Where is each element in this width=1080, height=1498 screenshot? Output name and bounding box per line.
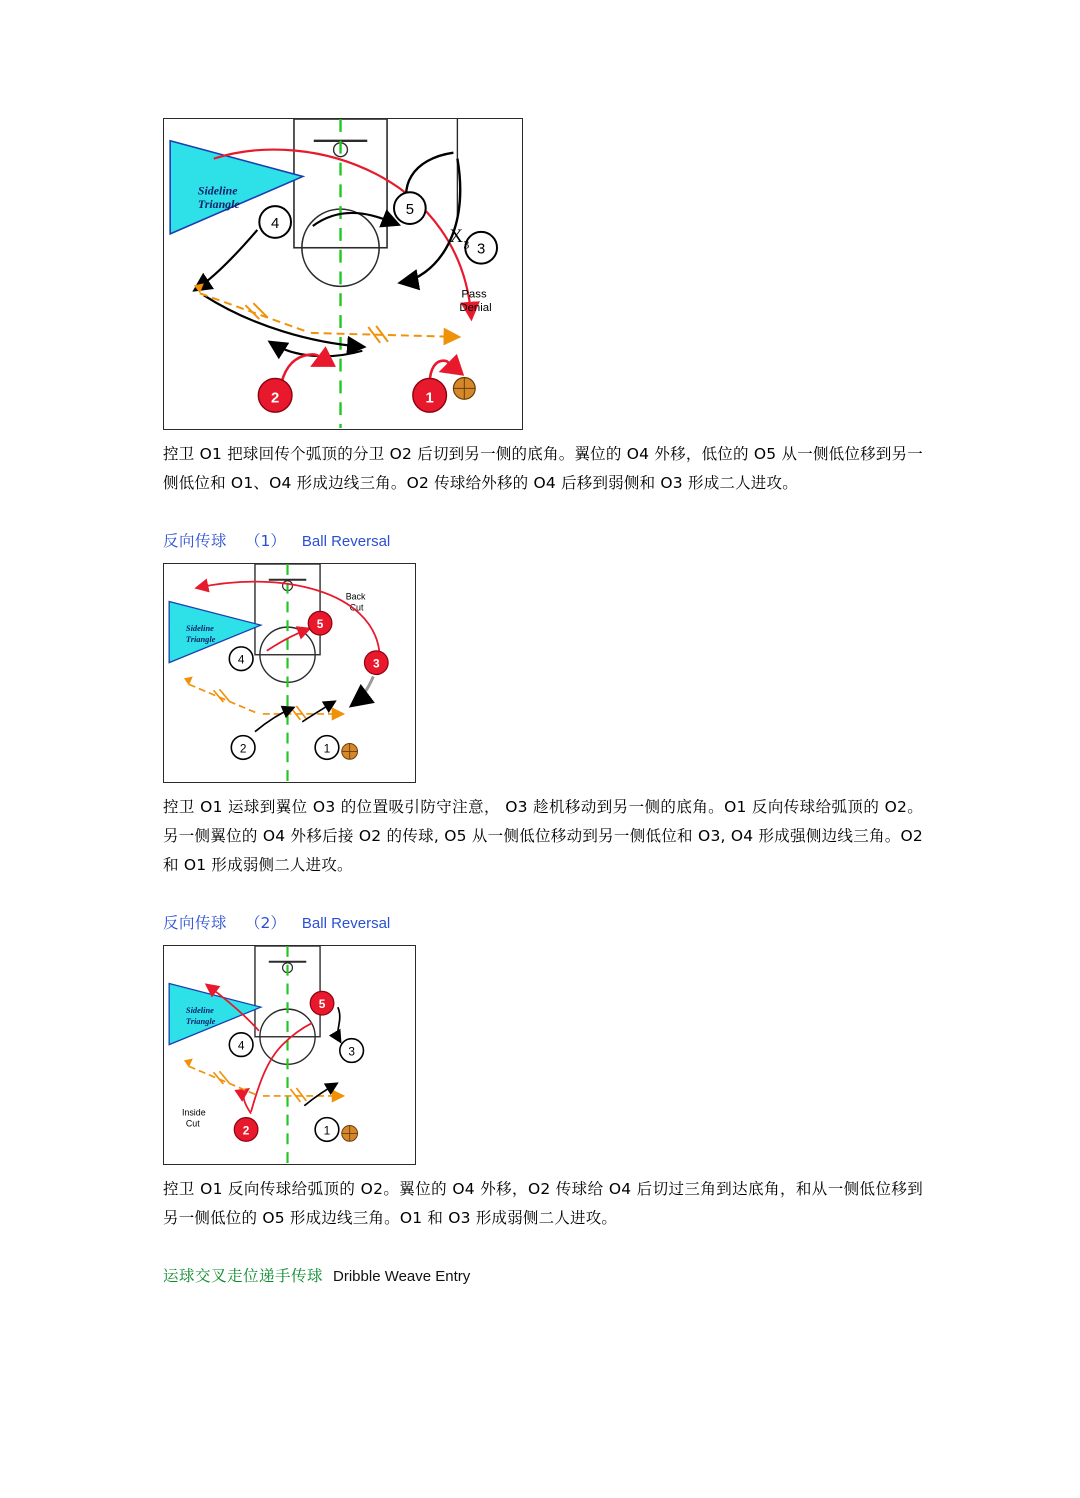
svg-text:Sideline: Sideline (197, 183, 238, 198)
diagram-1-wrapper (163, 118, 923, 498)
heading-dribble-weave-entry (163, 1263, 923, 1290)
svg-text:Triangle: Triangle (185, 1016, 216, 1026)
court-diagram-ball-reversal-2 (163, 945, 416, 1165)
heading-number: （1） (245, 532, 286, 550)
heading-number: （2） (245, 914, 286, 932)
svg-text:3: 3 (463, 237, 470, 252)
svg-text:1: 1 (323, 741, 331, 756)
svg-text:2: 2 (271, 390, 280, 407)
heading-ball-reversal-2 (163, 910, 923, 937)
heading-cn-text: 反向传球 (163, 532, 228, 550)
svg-text:Sideline: Sideline (185, 624, 214, 634)
svg-text:Cut: Cut (349, 602, 364, 613)
svg-text:Inside: Inside (181, 1107, 206, 1118)
heading-en-text: Dribble Weave Entry (333, 1268, 471, 1285)
svg-text:Denial: Denial (459, 302, 492, 315)
svg-text:5: 5 (405, 202, 414, 219)
heading-en-text: Ball Reversal (301, 915, 391, 932)
svg-text:5: 5 (316, 617, 324, 632)
svg-text:3: 3 (477, 241, 486, 258)
paragraph-ball-reversal-2: 控卫 O1 反向传球给弧顶的 O2。翼位的 O4 外移，O2 传球给 O4 后切过三角到达底角，和从一侧低位移到另一侧低位的 O5 形成边线三角。O1 和 O3 形成弱侧二人进攻。 (163, 1180, 923, 1227)
svg-text:Pass: Pass (461, 288, 487, 301)
svg-text:4: 4 (237, 652, 245, 667)
heading-cn-text: 反向传球 (163, 914, 228, 932)
diagram-2-wrapper (163, 563, 923, 880)
svg-text:2: 2 (239, 741, 247, 756)
svg-text:4: 4 (271, 215, 280, 232)
heading-en-text: Ball Reversal (301, 533, 391, 550)
svg-text:4: 4 (237, 1038, 245, 1053)
paragraph-diagram-1: 控卫 O1 把球回传个弧顶的分卫 O2 后切到另一侧的底角。翼位的 O4 外移，低位的 O5 从一侧低位移到另一侧低位和 O1、O4 形成边线三角。O2 传球给外移的 O4 后移到弱侧和 O3 形成二人进攻。 (163, 445, 923, 492)
svg-text:Triangle: Triangle (197, 197, 240, 212)
document-content (163, 118, 923, 1298)
heading-ball-reversal-1 (163, 528, 923, 555)
court-diagram-ball-reversal-1 (163, 563, 416, 783)
court-diagram-sideline-triangle-pass-denial (163, 118, 523, 430)
svg-text:Sideline: Sideline (185, 1006, 214, 1016)
svg-text:Back: Back (345, 591, 366, 602)
svg-text:3: 3 (348, 1044, 355, 1059)
svg-text:1: 1 (425, 390, 434, 407)
paragraph-ball-reversal-1: 控卫 O1 运球到翼位 O3 的位置吸引防守注意， O3 趁机移动到另一侧的底角。O1 反向传球给弧顶的 O2。另一侧翼位的 O4 外移后接 O2 的传球, O5 从一侧低位移动到另一侧低位和 O3, O4 形成强侧边线三角。O2 和 O1 形成弱侧二人进攻。 (163, 798, 923, 874)
svg-text:X: X (449, 225, 464, 247)
diagram-3-wrapper (163, 945, 923, 1233)
svg-text:2: 2 (242, 1123, 250, 1138)
svg-text:1: 1 (323, 1123, 331, 1138)
svg-text:Triangle: Triangle (185, 634, 216, 644)
svg-text:5: 5 (318, 997, 326, 1012)
svg-text:Cut: Cut (185, 1118, 200, 1129)
heading-cn-text: 运球交叉走位递手传球 (163, 1267, 324, 1285)
svg-text:3: 3 (372, 656, 380, 671)
